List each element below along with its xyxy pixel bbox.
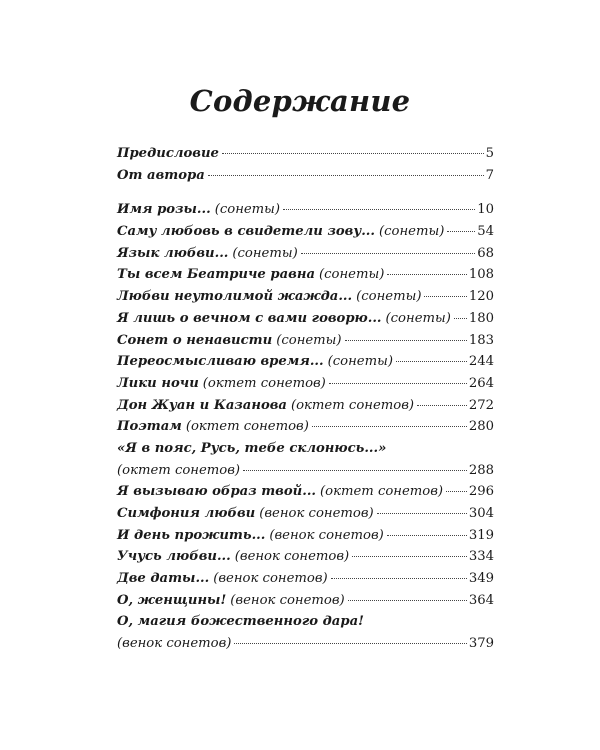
- toc-entry-genre: (сонеты): [385, 310, 451, 326]
- toc-entry-genre: (венок сонетов): [269, 527, 384, 543]
- dot-leader: [424, 296, 466, 297]
- toc-entry-page-number: 183: [468, 332, 494, 348]
- toc-entry-genre: (сонеты): [214, 202, 281, 218]
- toc-entry-title: И день прожить...: [117, 527, 266, 543]
- dot-leader: [454, 318, 467, 319]
- dot-leader: [446, 491, 467, 492]
- dot-leader: [331, 578, 467, 579]
- toc-entry[interactable]: [117, 311, 494, 333]
- toc-entry-title: О, женщины!: [117, 592, 227, 608]
- toc-entry-page-number: 120: [468, 289, 494, 305]
- toc-entry-page-number: 334: [468, 549, 494, 565]
- toc-entry[interactable]: [117, 593, 494, 615]
- toc-entry-title: Дон Жуан и Казанова: [117, 397, 287, 413]
- toc-entry-page-number: 5: [485, 146, 494, 161]
- toc-entry-genre: (октет сонетов): [202, 375, 326, 391]
- page-title: Содержание: [189, 84, 411, 118]
- toc-entry[interactable]: [117, 506, 494, 528]
- toc-entry-page-number: 319: [468, 527, 494, 543]
- dot-leader: [312, 426, 467, 427]
- toc-entry[interactable]: [117, 636, 494, 658]
- toc-entry[interactable]: [117, 441, 494, 463]
- toc-entry-title: Переосмысливаю время...: [117, 354, 324, 370]
- toc-entry-page-number: 180: [468, 310, 494, 326]
- toc-entry-title: «Я в пояс, Русь, тебе склонюсь...»: [117, 440, 387, 456]
- toc-entry-genre: (венок сонетов): [259, 506, 374, 521]
- dot-leader: [377, 513, 467, 514]
- toc-entry-title: Имя розы...: [117, 202, 211, 218]
- front-matter-list: [117, 146, 494, 189]
- toc-entry-genre: (венок сонетов): [230, 592, 345, 608]
- toc-entry-page-number: 54: [477, 224, 494, 240]
- dot-leader: [396, 361, 467, 362]
- toc-entry[interactable]: [117, 614, 494, 636]
- toc-entry[interactable]: [117, 289, 494, 311]
- dot-leader: [387, 274, 466, 275]
- toc-entry-genre: (венок сонетов): [213, 571, 328, 587]
- toc-entry-page-number: 244: [468, 354, 494, 370]
- toc-entry-title: От автора: [117, 167, 205, 183]
- toc-entry-page-number: 7: [485, 167, 494, 183]
- toc-entry[interactable]: [117, 484, 494, 506]
- toc-entry-genre: (октет сонетов): [117, 462, 241, 478]
- toc-entry[interactable]: [117, 146, 494, 168]
- toc-entry-genre: (сонеты): [232, 245, 298, 261]
- toc-entry-title: Любви неутолимой жажда...: [117, 289, 353, 305]
- toc-entry[interactable]: [117, 267, 494, 289]
- dot-leader: [447, 231, 475, 232]
- toc-entry-genre: (октет сонетов): [185, 419, 309, 435]
- toc-entry-page-number: 10: [477, 202, 494, 218]
- toc-entry-title: Сонет о ненависти: [117, 332, 273, 348]
- dot-leader: [387, 535, 467, 536]
- toc-entry-genre: (сонеты): [319, 267, 385, 283]
- toc-entry[interactable]: [117, 463, 494, 485]
- toc-entry-page-number: 379: [468, 636, 494, 652]
- toc-entry[interactable]: [117, 398, 494, 420]
- toc-entry-page-number: 364: [468, 592, 494, 608]
- dot-leader: [352, 556, 467, 557]
- toc-entry[interactable]: [117, 571, 494, 593]
- toc-entry-genre: (октет сонетов): [290, 397, 415, 413]
- toc-entry[interactable]: [117, 168, 494, 190]
- toc-entry-genre: (сонеты): [379, 224, 445, 240]
- toc-entry-genre: (октет сонетов): [320, 484, 444, 500]
- toc-entry-title: Учусь любви...: [117, 549, 231, 565]
- toc-entry-page-number: 264: [468, 375, 494, 391]
- toc-entry-genre: (венок сонетов): [117, 636, 232, 652]
- toc-entry-title: Язык любви...: [117, 245, 229, 261]
- dot-leader: [417, 405, 467, 406]
- dot-leader: [234, 643, 466, 644]
- toc-entry[interactable]: [117, 202, 494, 224]
- toc-entry-page-number: 349: [468, 571, 494, 587]
- toc-entry[interactable]: [117, 549, 494, 571]
- toc-entry[interactable]: [117, 376, 494, 398]
- toc-entry-page-number: 296: [468, 484, 494, 500]
- toc-entry-title: Ты всем Беатриче равна: [117, 267, 315, 283]
- toc-entry-page-number: 288: [468, 462, 494, 478]
- toc-entry-page-number: 280: [468, 419, 494, 435]
- dot-leader: [301, 253, 475, 254]
- table-of-contents: [117, 146, 494, 658]
- toc-entry-title: Симфония любви: [117, 506, 256, 521]
- toc-entry[interactable]: [117, 354, 494, 376]
- toc-entry-title: Лики ночи: [117, 375, 199, 391]
- dot-leader: [222, 153, 484, 154]
- dot-leader: [345, 340, 467, 341]
- toc-entry-page-number: 304: [468, 506, 494, 521]
- toc-entry-genre: (сонеты): [327, 354, 393, 370]
- toc-entry-title: Две даты...: [117, 571, 210, 587]
- toc-entry-title: Я лишь о вечном с вами говорю...: [117, 310, 382, 326]
- contents-list: [117, 202, 494, 657]
- toc-entry-page-number: 108: [468, 267, 494, 283]
- toc-entry[interactable]: [117, 224, 494, 246]
- toc-entry[interactable]: [117, 419, 494, 441]
- toc-entry-page-number: 68: [477, 245, 494, 261]
- toc-entry[interactable]: [117, 528, 494, 550]
- toc-entry[interactable]: [117, 246, 494, 268]
- toc-entry[interactable]: [117, 333, 494, 355]
- toc-entry-title: Предисловие: [117, 146, 219, 161]
- toc-entry-genre: (сонеты): [356, 289, 422, 305]
- toc-entry-title: Я вызываю образ твой...: [117, 484, 317, 500]
- toc-entry-title: Поэтам: [117, 419, 182, 435]
- dot-leader: [348, 600, 467, 601]
- toc-entry-page-number: 272: [468, 397, 494, 413]
- toc-entry-genre: (венок сонетов): [234, 549, 350, 565]
- dot-leader: [283, 209, 475, 210]
- toc-entry-title: Саму любовь в свидетели зову...: [117, 224, 375, 240]
- dot-leader: [208, 175, 484, 176]
- toc-entry-genre: (сонеты): [276, 332, 342, 348]
- dot-leader: [329, 383, 467, 384]
- toc-entry-title: О, магия божественного дара!: [117, 614, 364, 630]
- dot-leader: [243, 470, 467, 471]
